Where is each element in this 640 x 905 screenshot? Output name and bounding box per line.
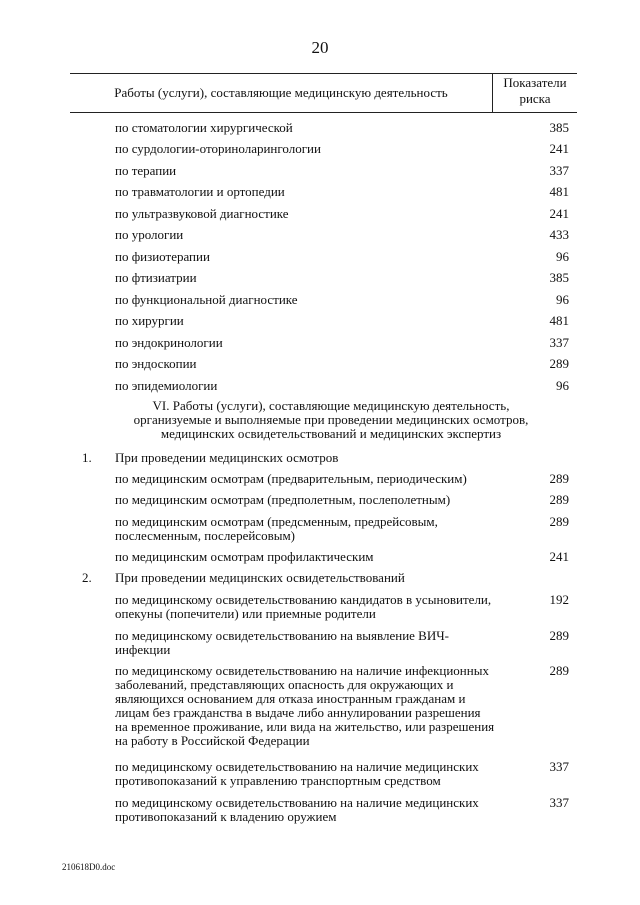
row-label: по ультразвуковой диагностике xyxy=(115,206,289,221)
row-value: 289 xyxy=(549,628,569,643)
row-value: 337 xyxy=(549,759,569,774)
row-label: по эндокринологии xyxy=(115,335,223,350)
row-label: по медицинским осмотрам профилактическим xyxy=(115,549,374,564)
row-value: 241 xyxy=(549,206,569,221)
row-value: 337 xyxy=(549,335,569,350)
row-label: по фтизиатрии xyxy=(115,270,197,285)
row-value: 241 xyxy=(549,549,569,564)
row-value: 96 xyxy=(556,292,569,307)
row-value: 289 xyxy=(549,663,569,678)
row-label: по травматологии и ортопедии xyxy=(115,184,285,199)
row-value: 96 xyxy=(556,249,569,264)
row-label: по стоматологии хирургической xyxy=(115,120,293,135)
row-value: 385 xyxy=(549,120,569,135)
row-value: 481 xyxy=(549,184,569,199)
row-value: 481 xyxy=(549,313,569,328)
row-label: по медицинским осмотрам (предварительным, периодическим) xyxy=(115,471,467,486)
row-label: по медицинскому освидетельствованию на наличие медицинских противопоказаний к управлению транспортным средством xyxy=(115,759,479,788)
subsection-label: При проведении медицинских осмотров xyxy=(115,450,339,465)
row-value: 385 xyxy=(549,270,569,285)
page-number: 20 xyxy=(311,38,329,57)
row-label: по эндоскопии xyxy=(115,356,197,371)
subsection-number: 2. xyxy=(82,570,92,585)
row-value: 289 xyxy=(549,471,569,486)
row-value: 96 xyxy=(556,378,569,393)
section-title: VI. Работы (услуги), составляющие медицинскую деятельность, организуемые и выполняемые при проведении медицинских осмотров, медицинских освидетельствований и медицинских экспертиз xyxy=(133,398,529,441)
row-label: по функциональной диагностике xyxy=(115,292,298,307)
row-label: по медицинским осмотрам (предполетным, послеполетным) xyxy=(115,492,451,507)
row-value: 433 xyxy=(549,227,569,242)
row-value: 289 xyxy=(549,492,569,507)
row-label: по эпидемиологии xyxy=(115,378,218,393)
row-label: по медицинскому освидетельствованию на выявление ВИЧ-инфекции xyxy=(115,628,450,657)
subsection-number: 1. xyxy=(82,450,92,465)
row-label: по физиотерапии xyxy=(115,249,210,264)
row-label: по медицинским осмотрам (предсменным, предрейсовым, послесменным, послерейсовым) xyxy=(115,514,438,543)
row-value: 289 xyxy=(549,514,569,529)
subsection-label: При проведении медицинских освидетельствований xyxy=(115,570,405,585)
row-label: по урологии xyxy=(115,227,184,242)
row-label: по медицинскому освидетельствованию на наличие медицинских противопоказаний к владению оружием xyxy=(115,795,479,824)
file-footer: 210618D0.doc xyxy=(62,862,116,872)
row-label: по медицинскому освидетельствованию кандидатов в усыновители, опекуны (попечители) или приемные родители xyxy=(115,592,492,621)
row-value: 337 xyxy=(549,795,569,810)
row-label: по сурдологии-оториноларингологии xyxy=(115,141,321,156)
row-value: 241 xyxy=(549,141,569,156)
row-label: по хирургии xyxy=(115,313,184,328)
table-header xyxy=(70,73,577,113)
row-label: по терапии xyxy=(115,163,177,178)
header-works-column: Работы (услуги), составляющие медицинскую деятельность xyxy=(114,85,448,100)
row-value: 192 xyxy=(549,592,569,607)
header-risk-column: Показатели риска xyxy=(503,75,567,106)
row-label: по медицинскому освидетельствованию на наличие инфекционных заболеваний, представляющих опасность для окружающих и являющихся основанием для отказа иностранным гражданам и лицам без гражданства в выдаче либо аннулировании разрешения на временное проживание, или вида на жительство, или разрешения на работу в Российской Федерации xyxy=(115,663,495,748)
row-value: 289 xyxy=(549,356,569,371)
row-value: 337 xyxy=(549,163,569,178)
document-table xyxy=(70,73,577,824)
